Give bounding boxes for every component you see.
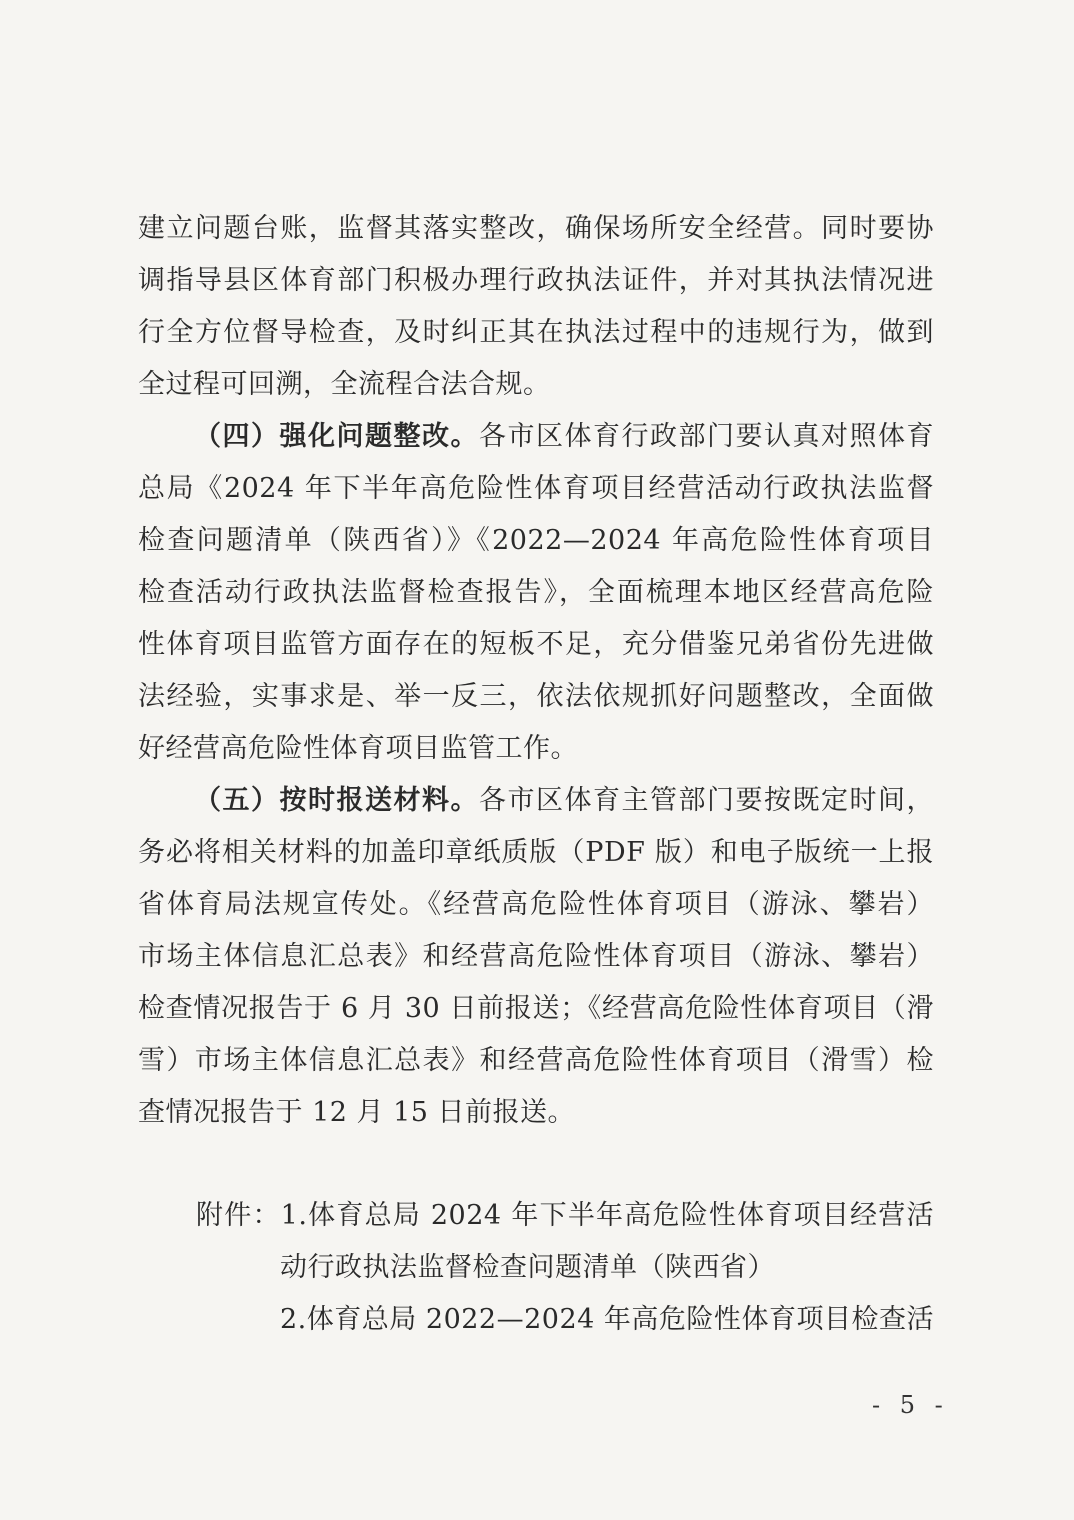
text-line: 行全方位督导检查，及时纠正其在执法过程中的违规行为，做到 [138, 317, 934, 348]
text-line: 检查问题清单（陕西省）》《2022—2024 年高危险性体育项目 [138, 525, 934, 556]
document-body [138, 203, 934, 1139]
attachment-line: 附件：1.体育总局 2024 年下半年高危险性体育项目经营活 [196, 1200, 934, 1231]
text-line: 性体育项目监管方面存在的短板不足，充分借鉴兄弟省份先进做 [138, 629, 934, 660]
section-five-heading: （五）按时报送材料。 [194, 785, 479, 816]
text-line: 法经验，实事求是、举一反三，依法依规抓好问题整改，全面做 [138, 681, 934, 712]
text-line: 雪）市场主体信息汇总表》和经营高危险性体育项目（滑雪）检 [138, 1045, 934, 1076]
text-line: 省体育局法规宣传处。《经营高危险性体育项目（游泳、攀岩） [138, 889, 934, 920]
attachments-list [196, 1190, 934, 1346]
text-line: 好经营高危险性体育项目监管工作。 [138, 733, 578, 764]
section-four-first-line [138, 411, 934, 463]
text-line: 检查活动行政执法监督检查报告》，全面梳理本地区经营高危险 [138, 577, 934, 608]
page-number: - 5 - [872, 1391, 949, 1419]
text-line: 市场主体信息汇总表》和经营高危险性体育项目（游泳、攀岩） [138, 941, 934, 972]
section-four-heading: （四）强化问题整改。 [194, 421, 479, 452]
section-four-text: 各市区体育行政部门要认真对照体育 [479, 421, 934, 452]
text-line: 务必将相关材料的加盖印章纸质版（PDF 版）和电子版统一上报 [138, 837, 934, 868]
text-line: 总局《2024 年下半年高危险性体育项目经营活动行政执法监督 [138, 473, 934, 504]
section-five-first-line [138, 775, 934, 827]
text-line: 检查情况报告于 6 月 30 日前报送；《经营高危险性体育项目（滑 [138, 993, 934, 1024]
attachment-line: 动行政执法监督检查问题清单（陕西省） [280, 1252, 775, 1283]
text-line: 查情况报告于 12 月 15 日前报送。 [138, 1097, 576, 1128]
text-line: 全过程可回溯，全流程合法合规。 [138, 369, 551, 400]
section-five-text: 各市区体育主管部门要按既定时间， [479, 785, 934, 816]
text-line: 建立问题台账，监督其落实整改，确保场所安全经营。同时要协 [138, 213, 934, 244]
text-line: 调指导县区体育部门积极办理行政执法证件，并对其执法情况进 [138, 265, 934, 296]
attachment-line: 2.体育总局 2022—2024 年高危险性体育项目检查活 [280, 1304, 934, 1335]
